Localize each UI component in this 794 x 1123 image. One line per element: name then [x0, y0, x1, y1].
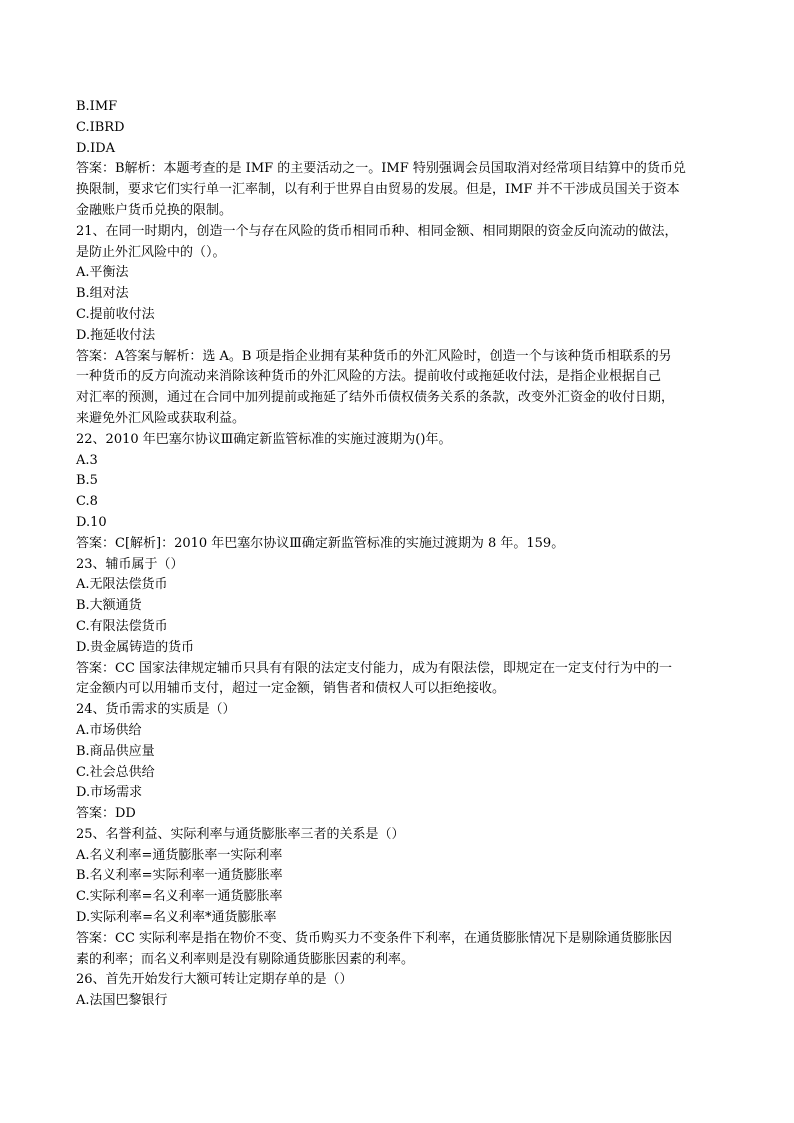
question-21-option-a: A.平衡法 [76, 265, 129, 281]
question-24-option-b: B.商品供应量 [76, 743, 155, 759]
answer-21-line-2: 一种货币的反方向流动来消除该种货币的外汇风险的方法。提前收付或拖延收付法，是指企业根据自己 [76, 369, 662, 385]
answer-25-line-2: 素的利率；而名义利率则是没有剔除通货膨胀因素的利率。 [76, 951, 415, 967]
question-24: 24、货币需求的实质是（） [76, 702, 236, 718]
answer-22: 答案：C[解析]：2010 年巴塞尔协议Ⅲ确定新监管标准的实施过渡期为 8 年。159。 [76, 535, 565, 551]
answer-21-line-1: 答案：A答案与解析：选 A。B 项是指企业拥有某种货币的外汇风险时，创造一个与该种货币相联系的另 [76, 348, 672, 364]
option-c-ibrd: C.IBRD [76, 119, 125, 135]
answer-21-line-3: 对汇率的预测，通过在合同中加列提前或拖延了结外币债权债务关系的条款，改变外汇资金的收付日期， [76, 390, 675, 406]
question-24-option-c: C.社会总供给 [76, 764, 155, 780]
answer-25-line-1: 答案：CC 实际利率是指在物价不变、货币购买力不变条件下利率，在通货膨胀情况下是剔除通货膨胀因 [76, 930, 673, 946]
answer-23-line-1: 答案：CC 国家法律规定辅币只具有有限的法定支付能力，成为有限法偿，即规定在一定支付行为中的一 [76, 660, 673, 676]
question-21-line-2: 是防止外汇风险中的（）。 [76, 244, 226, 260]
question-26: 26、首先开始发行大额可转让定期存单的是（） [76, 972, 353, 988]
answer-23-line-2: 定金额内可以用辅币支付，超过一定金额，销售者和债权人可以拒绝接收。 [76, 681, 506, 697]
question-22-option-a: A.3 [76, 452, 98, 468]
question-22-option-c: C.8 [76, 494, 98, 510]
answer-20-line-3: 金融账户货币兑换的限制。 [76, 202, 233, 218]
question-26-option-a: A.法国巴黎银行 [76, 993, 168, 1009]
question-23-option-c: C.有限法偿货币 [76, 618, 168, 634]
question-23: 23、辅币属于（） [76, 556, 184, 572]
question-25-option-a: A.名义利率=通货膨胀率一实际利率 [76, 847, 283, 863]
question-22-option-b: B.5 [76, 473, 98, 489]
question-25-option-c: C.实际利率=名义利率一通货膨胀率 [76, 889, 283, 905]
answer-24: 答案：DD [76, 806, 136, 822]
question-23-option-a: A.无限法偿货币 [76, 577, 168, 593]
question-25: 25、名誉利益、实际利率与通货膨胀率三者的关系是（） [76, 826, 405, 842]
question-25-option-d: D.实际利率=名义利率*通货膨胀率 [76, 910, 277, 926]
question-21-option-c: C.提前收付法 [76, 306, 155, 322]
question-25-option-b: B.名义利率=实际利率一通货膨胀率 [76, 868, 283, 884]
question-21-option-b: B.组对法 [76, 286, 129, 302]
question-22: 22、2010 年巴塞尔协议Ⅲ确定新监管标准的实施过渡期为()年。 [76, 431, 452, 447]
answer-20-line-2: 换限制，要求它们实行单一汇率制，以有利于世界自由贸易的发展。但是，IMF 并不干涉成员国关于资本 [76, 182, 680, 198]
question-21-option-d: D.拖延收付法 [76, 327, 156, 343]
question-23-option-b: B.大额通货 [76, 598, 142, 614]
answer-21-line-4: 来避免外汇风险或获取利益。 [76, 410, 246, 426]
question-24-option-a: A.市场供给 [76, 722, 142, 738]
option-b-imf: B.IMF [76, 99, 118, 114]
question-24-option-d: D.市场需求 [76, 785, 143, 801]
answer-20-line-1: 答案：B解析：本题考查的是 IMF 的主要活动之一。IMF 特别强调会员国取消对经常项目结算中的货币兑 [76, 161, 686, 177]
question-22-option-d: D.10 [76, 514, 107, 530]
question-23-option-d: D.贵金属铸造的货币 [76, 639, 195, 655]
option-d-ida: D.IDA [76, 140, 116, 156]
question-21-line-1: 21、在同一时期内，创造一个与存在风险的货币相同币种、相同金额、相同期限的资金反向流动的做法， [76, 223, 678, 239]
